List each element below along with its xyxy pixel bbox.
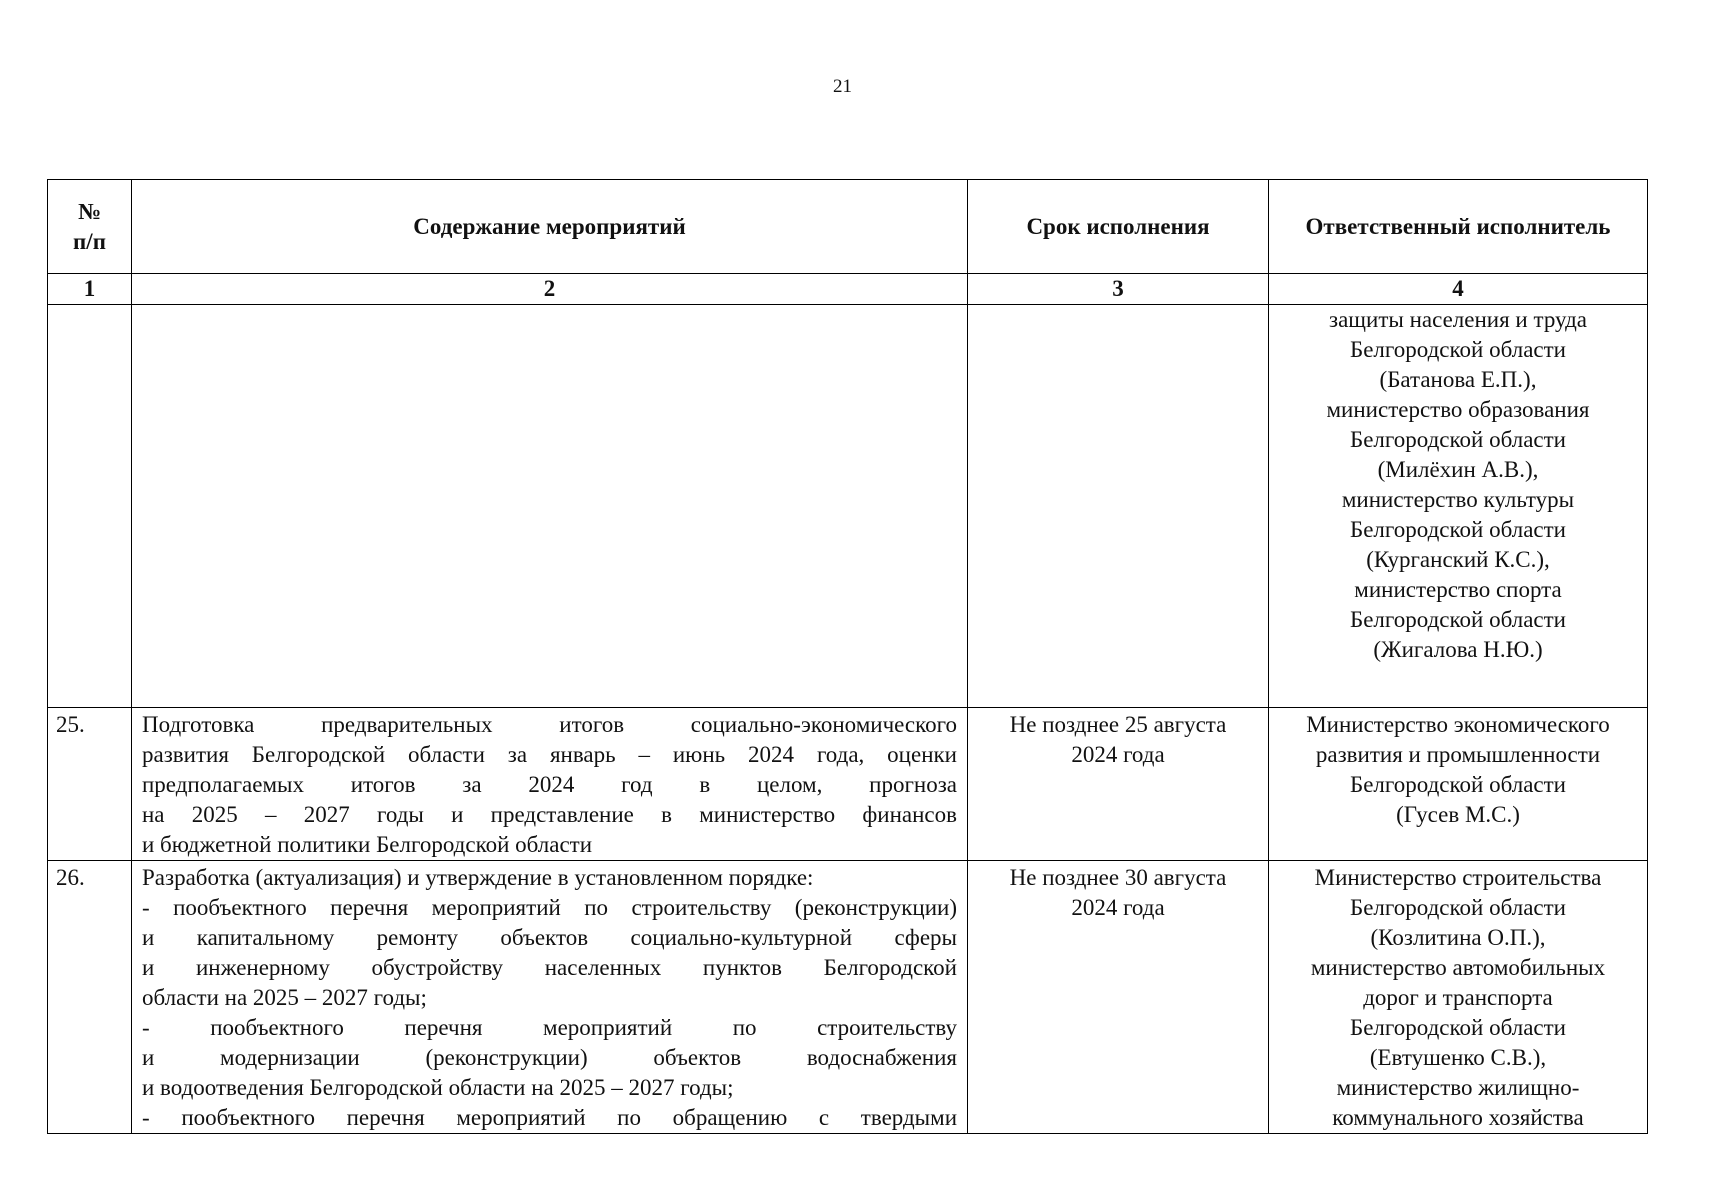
text-line: дорог и транспорта [1363, 985, 1553, 1010]
text-line: (Гусев М.С.) [1396, 802, 1520, 827]
cell-responsible [1269, 708, 1648, 861]
text-line: (Курганский К.С.), [1366, 547, 1550, 572]
text-line: Разработка (актуализация) и утверждение в установленном порядке: [142, 865, 814, 890]
text-line: области на 2025 – 2027 годы; [142, 985, 427, 1010]
cell-term [968, 708, 1269, 861]
text-line: и инженерному обустройству населенных пунктов Белгородской [142, 955, 957, 980]
text-line: - пообъектного перечня мероприятий по обращению с твердыми [142, 1105, 957, 1130]
text-line: Белгородской области [1350, 427, 1566, 452]
text-line: развития и промышленности [1315, 742, 1601, 767]
text-line: - пообъектного перечня мероприятий по строительству (реконструкции) [142, 895, 957, 920]
header-content: Содержание мероприятий [132, 180, 968, 274]
header-term: Срок исполнения [968, 180, 1269, 274]
cell-content [132, 708, 968, 861]
header-num-line: № [77, 198, 102, 224]
cell-num: 26. [48, 861, 132, 1134]
table-row [48, 708, 1648, 861]
text-line: и модернизации (реконструкции) объектов водоснабжения [142, 1045, 957, 1070]
cell-responsible [1269, 861, 1648, 1134]
text-line: Белгородской области [1350, 772, 1566, 797]
text-line: Белгородской области [1350, 1015, 1566, 1040]
text-line: (Милёхин А.В.), [1377, 457, 1539, 482]
text-line: министерство автомобильных [1310, 955, 1606, 980]
header-responsible: Ответственный исполнитель [1269, 180, 1648, 274]
text-line: и бюджетной политики Белгородской области [142, 832, 593, 857]
text-line: (Жигалова Н.Ю.) [1373, 637, 1543, 662]
text-line: 2024 года [1071, 895, 1165, 920]
column-number: 3 [968, 274, 1269, 305]
text-line: Не позднее 30 августа [1009, 865, 1227, 890]
text-line: (Козлитина О.П.), [1370, 925, 1546, 950]
table-header-row [48, 180, 1648, 274]
text-line: Белгородской области [1350, 895, 1566, 920]
text-line: министерство культуры [1341, 487, 1575, 512]
column-number: 1 [48, 274, 132, 305]
cell-num [48, 305, 132, 708]
column-number: 2 [132, 274, 968, 305]
cell-content [132, 305, 968, 708]
text-line: Министерство строительства [1314, 865, 1602, 890]
cell-num: 25. [48, 708, 132, 861]
text-line: министерство жилищно- [1336, 1075, 1580, 1100]
events-table [47, 179, 1648, 1134]
cell-term [968, 861, 1269, 1134]
text-line: Подготовка предварительных итогов социально-экономического [142, 712, 957, 737]
text-line: Министерство экономического [1306, 712, 1610, 737]
text-line: и водоотведения Белгородской области на 2025 – 2027 годы; [142, 1075, 734, 1100]
text-line: министерство образования [1326, 397, 1590, 422]
cell-responsible [1269, 305, 1648, 708]
text-line: (Батанова Е.П.), [1379, 367, 1537, 392]
header-num [48, 180, 132, 274]
text-line: Не позднее 25 августа [1009, 712, 1227, 737]
cell-term [968, 305, 1269, 708]
text-line: коммунального хозяйства [1332, 1105, 1584, 1130]
text-line: Белгородской области [1350, 517, 1566, 542]
table-row [48, 305, 1648, 708]
text-line: Белгородской области [1350, 607, 1566, 632]
text-line: на 2025 – 2027 годы и представление в министерство финансов [142, 802, 957, 827]
text-line: и капитальному ремонту объектов социально-культурной сферы [142, 925, 957, 950]
cell-content [132, 861, 968, 1134]
text-line: министерство спорта [1354, 577, 1562, 602]
text-line: - пообъектного перечня мероприятий по строительству [142, 1015, 957, 1040]
text-line: 2024 года [1071, 742, 1165, 767]
table-row [48, 861, 1648, 1134]
text-line: развития Белгородской области за январь – июнь 2024 года, оценки [142, 742, 957, 767]
column-numbers-row [48, 274, 1648, 305]
text-line: Белгородской области [1350, 337, 1566, 362]
text-line: (Евтушенко С.В.), [1369, 1045, 1547, 1070]
text-line: защиты населения и труда [1329, 307, 1587, 332]
text-line: предполагаемых итогов за 2024 год в целом, прогноза [142, 772, 957, 797]
column-number: 4 [1269, 274, 1648, 305]
header-num-line: п/п [73, 228, 106, 254]
page-number: 21 [833, 76, 852, 97]
